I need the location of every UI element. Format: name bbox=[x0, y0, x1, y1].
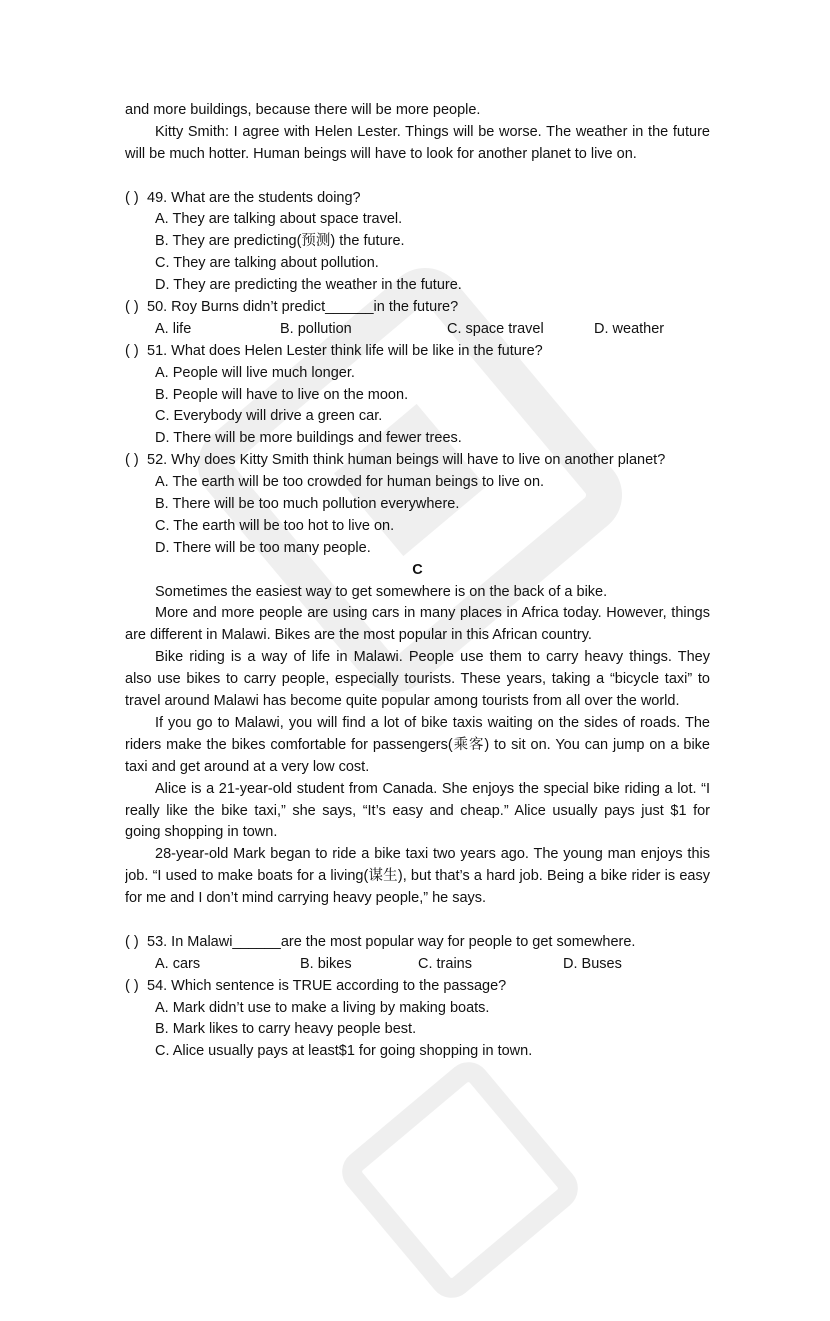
question-stem: 51. What does Helen Lester think life will be like in the future? bbox=[147, 342, 543, 359]
option: C. Alice usually pays at least$1 for going shopping in town. bbox=[155, 1043, 533, 1060]
answer-blank[interactable]: ( ) bbox=[125, 299, 139, 316]
passage-line: also use bikes to carry people, especially tourists. These years, taking a “bicycle taxi” to bbox=[125, 671, 710, 688]
passage-line: taxi and get around at a very low cost. bbox=[125, 758, 370, 775]
passage-line: travel around Malawi has become quite popular among tourists from all over the world. bbox=[125, 693, 680, 710]
option: B. Mark likes to carry heavy people best. bbox=[155, 1021, 417, 1038]
answer-blank[interactable]: ( ) bbox=[125, 189, 139, 206]
question-51 bbox=[125, 341, 710, 363]
option: D. There will be more buildings and fewer trees. bbox=[155, 430, 462, 447]
option: B. People will have to live on the moon. bbox=[155, 386, 409, 403]
option: A. They are talking about space travel. bbox=[155, 211, 403, 228]
question-stem: 53. In Malawi______are the most popular way for people to get somewhere. bbox=[147, 933, 636, 950]
passage-line: If you go to Malawi, you will find a lot of bike taxis waiting on the sides of roads. The bbox=[155, 714, 710, 731]
passage-line: More and more people are using cars in many places in Africa today. However, things bbox=[155, 605, 710, 622]
intro-line: and more buildings, because there will be more people. bbox=[125, 102, 481, 118]
watermark-logo-bottom bbox=[319, 1039, 601, 1321]
intro-line: will be much hotter. Human beings will have to look for another planet to live on. bbox=[125, 145, 637, 162]
inline-options bbox=[125, 954, 710, 976]
option: A. Mark didn’t use to make a living by making boats. bbox=[155, 999, 490, 1016]
passage-line: Alice is a 21-year-old student from Canada. She enjoys the special bike riding a lot. “I bbox=[155, 780, 710, 797]
answer-blank[interactable]: ( ) bbox=[125, 452, 139, 469]
document-page bbox=[125, 100, 710, 1063]
option: A. People will live much longer. bbox=[155, 364, 355, 381]
question-52 bbox=[125, 450, 710, 472]
option: C. space travel bbox=[447, 320, 544, 337]
question-54 bbox=[125, 976, 710, 998]
option: C. Everybody will drive a green car. bbox=[155, 408, 383, 425]
passage-line: for me and I don’t mind carrying heavy people,” he says. bbox=[125, 890, 487, 907]
passage-line: job. “I used to make boats for a living(谋生), but that’s a hard job. Being a bike rider is easy bbox=[125, 868, 710, 885]
option: B. pollution bbox=[280, 320, 352, 337]
answer-blank[interactable]: ( ) bbox=[125, 342, 139, 359]
intro-line: Kitty Smith: I agree with Helen Lester. Things will be worse. The weather in the future bbox=[155, 123, 710, 140]
question-53 bbox=[125, 932, 710, 954]
passage-line: are different in Malawi. Bikes are the most popular in this African country. bbox=[125, 627, 592, 644]
question-stem: 54. Which sentence is TRUE according to the passage? bbox=[147, 977, 507, 994]
question-stem: 52. Why does Kitty Smith think human beings will have to live on another planet? bbox=[147, 452, 666, 469]
passage-line: riders make the bikes comfortable for passengers(乘客) to sit on. You can jump on a bike bbox=[125, 736, 710, 753]
option: C. trains bbox=[418, 955, 472, 972]
passage-line: 28-year-old Mark began to ride a bike taxi two years ago. The young man enjoys this bbox=[155, 846, 710, 863]
option: A. life bbox=[155, 320, 192, 337]
inline-options bbox=[125, 319, 710, 341]
option: C. The earth will be too hot to live on. bbox=[155, 517, 395, 534]
option: A. cars bbox=[155, 955, 201, 972]
question-50 bbox=[125, 297, 710, 319]
passage-line: going shopping in town. bbox=[125, 824, 278, 841]
option: D. Buses bbox=[563, 955, 622, 972]
option: B. bikes bbox=[300, 955, 352, 972]
answer-blank[interactable]: ( ) bbox=[125, 933, 139, 950]
passage-line: Bike riding is a way of life in Malawi. People use them to carry heavy things. They bbox=[155, 649, 710, 666]
option: C. They are talking about pollution. bbox=[155, 255, 379, 272]
question-49 bbox=[125, 188, 710, 210]
question-stem: 50. Roy Burns didn’t predict______in the future? bbox=[147, 299, 459, 316]
option: B. They are predicting(预测) the future. bbox=[155, 233, 405, 250]
answer-blank[interactable]: ( ) bbox=[125, 977, 139, 994]
option: D. weather bbox=[594, 320, 665, 337]
option: B. There will be too much pollution everywhere. bbox=[155, 496, 460, 513]
option: D. There will be too many people. bbox=[155, 539, 371, 556]
option: A. The earth will be too crowded for human beings to live on. bbox=[155, 474, 545, 491]
question-stem: 49. What are the students doing? bbox=[147, 189, 361, 206]
option: D. They are predicting the weather in the future. bbox=[155, 277, 462, 294]
passage-line: really like the bike taxi,” she says, “It’s easy and cheap.” Alice usually pays just $1 for bbox=[125, 802, 710, 819]
section-heading: C bbox=[412, 561, 423, 578]
passage-line: Sometimes the easiest way to get somewhere is on the back of a bike. bbox=[155, 583, 608, 600]
